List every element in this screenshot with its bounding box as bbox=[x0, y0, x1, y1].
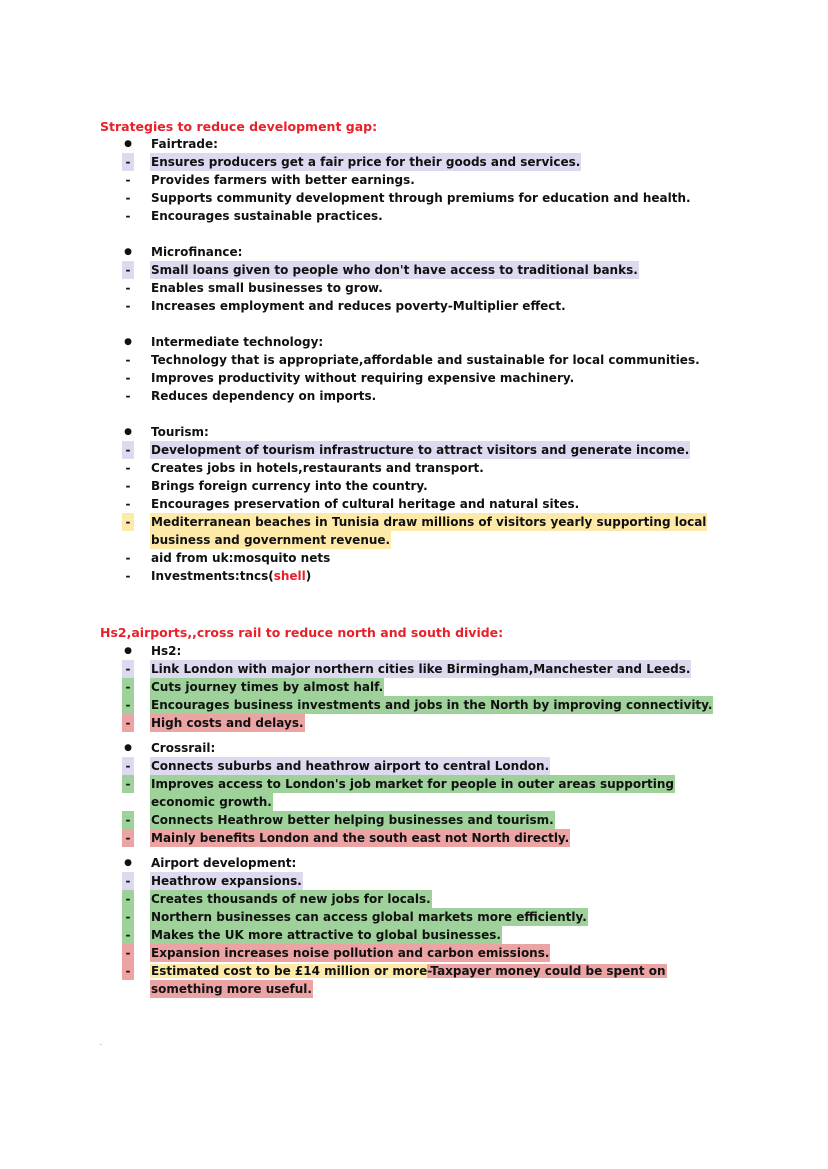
dash-icon: - bbox=[122, 757, 134, 775]
cost-text: Estimated cost to be £14 million or more-Taxpayer money could be spent on bbox=[151, 964, 666, 978]
investments-text: Investments:tncs(shell) bbox=[151, 569, 312, 583]
item-title-microfinance: Microfinance: bbox=[151, 245, 243, 259]
list-item: - Encourages sustainable practices. bbox=[100, 207, 740, 225]
dash-icon: - bbox=[122, 153, 134, 171]
bullet-icon: ● bbox=[124, 646, 132, 656]
dash-icon: - bbox=[122, 660, 134, 678]
bullet-icon: ● bbox=[124, 858, 132, 868]
dash-icon: - bbox=[122, 926, 134, 944]
dash-icon: - bbox=[125, 479, 131, 493]
list-item bbox=[100, 333, 740, 351]
list-item: - Connects Heathrow better helping businesses and tourism. bbox=[100, 811, 740, 829]
dash-icon: - bbox=[122, 775, 134, 793]
item-title-crossrail: Crossrail: bbox=[151, 741, 216, 755]
dash-icon: - bbox=[125, 353, 131, 367]
development-gap-list bbox=[100, 135, 740, 585]
bullet-icon: ● bbox=[124, 743, 132, 753]
item-title-hs2: Hs2: bbox=[151, 644, 182, 658]
dash-icon: - bbox=[125, 497, 131, 511]
dash-icon: - bbox=[125, 209, 131, 223]
list-item: - Increases employment and reduces poverty-Multiplier effect. bbox=[100, 297, 740, 315]
list-item: - Development of tourism infrastructure to attract visitors and generate income. bbox=[100, 441, 740, 459]
list-item: - aid from uk:mosquito nets bbox=[100, 549, 740, 567]
dash-icon: - bbox=[122, 829, 134, 847]
list-item bbox=[100, 642, 740, 660]
list-item: - Creates jobs in hotels,restaurants and transport. bbox=[100, 459, 740, 477]
list-item: - Creates thousands of new jobs for locals. bbox=[100, 890, 740, 908]
dash-icon: - bbox=[125, 371, 131, 385]
dash-icon: - bbox=[122, 962, 134, 980]
list-item: - Mediterranean beaches in Tunisia draw millions of visitors yearly supporting local bbox=[100, 513, 740, 531]
north-south-list bbox=[100, 642, 740, 998]
section-heading-north-south-divide: Hs2,airports,,cross rail to reduce north and south divide: bbox=[100, 625, 504, 640]
list-item bbox=[100, 243, 740, 261]
dash-icon: - bbox=[122, 872, 134, 890]
item-title-tourism: Tourism: bbox=[151, 425, 209, 439]
dash-icon: - bbox=[122, 441, 134, 459]
list-item-continuation: economic growth. bbox=[151, 795, 272, 809]
stray-mark: · bbox=[100, 1042, 102, 1049]
list-item: - Encourages business investments and jobs in the North by improving connectivity. bbox=[100, 696, 740, 714]
list-item: - Mainly benefits London and the south east not North directly. bbox=[100, 829, 740, 847]
list-item bbox=[100, 135, 740, 153]
bullet-icon: ● bbox=[124, 427, 132, 437]
list-item bbox=[100, 962, 740, 980]
dash-icon: - bbox=[122, 513, 134, 531]
list-item: - Supports community development through premiums for education and health. bbox=[100, 189, 740, 207]
list-item: - Enables small businesses to grow. bbox=[100, 279, 740, 297]
list-item: - Encourages preservation of cultural heritage and natural sites. bbox=[100, 495, 740, 513]
item-title-fairtrade: Fairtrade: bbox=[151, 137, 218, 151]
list-item bbox=[100, 423, 740, 441]
list-item: - Heathrow expansions. bbox=[100, 872, 740, 890]
dash-icon: - bbox=[122, 811, 134, 829]
dash-icon: - bbox=[125, 389, 131, 403]
item-title-intermediate-technology: Intermediate technology: bbox=[151, 335, 324, 349]
dash-icon: - bbox=[122, 261, 134, 279]
bullet-icon: ● bbox=[124, 337, 132, 347]
list-item: - Brings foreign currency into the country. bbox=[100, 477, 740, 495]
dash-icon: - bbox=[122, 696, 134, 714]
list-item: - High costs and delays. bbox=[100, 714, 740, 732]
list-item bbox=[100, 567, 740, 585]
dash-icon: - bbox=[125, 173, 131, 187]
list-item: - Cuts journey times by almost half. bbox=[100, 678, 740, 696]
dash-icon: - bbox=[125, 281, 131, 295]
list-item: - Technology that is appropriate,affordable and sustainable for local communities. bbox=[100, 351, 740, 369]
list-item: - Improves productivity without requiring expensive machinery. bbox=[100, 369, 740, 387]
dash-icon: - bbox=[125, 191, 131, 205]
list-item: - Ensures producers get a fair price for their goods and services. bbox=[100, 153, 740, 171]
list-item bbox=[100, 739, 740, 757]
list-item: - Reduces dependency on imports. bbox=[100, 387, 740, 405]
section-heading-development-gap: Strategies to reduce development gap: bbox=[100, 119, 378, 134]
item-title-airport-development: Airport development: bbox=[151, 856, 297, 870]
list-item: - Northern businesses can access global markets more efficiently. bbox=[100, 908, 740, 926]
list-item: - Improves access to London's job market for people in outer areas supporting bbox=[100, 775, 740, 793]
bullet-icon: ● bbox=[124, 139, 132, 149]
list-item: - Expansion increases noise pollution and carbon emissions. bbox=[100, 944, 740, 962]
investments-highlight: shell bbox=[273, 569, 306, 583]
dash-icon: - bbox=[122, 714, 134, 732]
list-item: - Small loans given to people who don't have access to traditional banks. bbox=[100, 261, 740, 279]
list-item: - Link London with major northern cities like Birmingham,Manchester and Leeds. bbox=[100, 660, 740, 678]
bullet-icon: ● bbox=[124, 247, 132, 257]
list-item: - Makes the UK more attractive to global businesses. bbox=[100, 926, 740, 944]
list-item bbox=[100, 854, 740, 872]
dash-icon: - bbox=[122, 678, 134, 696]
dash-icon: - bbox=[122, 944, 134, 962]
dash-icon: - bbox=[125, 299, 131, 313]
dash-icon: - bbox=[122, 890, 134, 908]
dash-icon: - bbox=[122, 908, 134, 926]
list-item: - Provides farmers with better earnings. bbox=[100, 171, 740, 189]
list-item-continuation: business and government revenue. bbox=[151, 533, 391, 547]
dash-icon: - bbox=[125, 551, 131, 565]
list-item: - Connects suburbs and heathrow airport to central London. bbox=[100, 757, 740, 775]
dash-icon: - bbox=[125, 461, 131, 475]
list-item-continuation: something more useful. bbox=[151, 982, 312, 996]
dash-icon: - bbox=[125, 569, 131, 583]
